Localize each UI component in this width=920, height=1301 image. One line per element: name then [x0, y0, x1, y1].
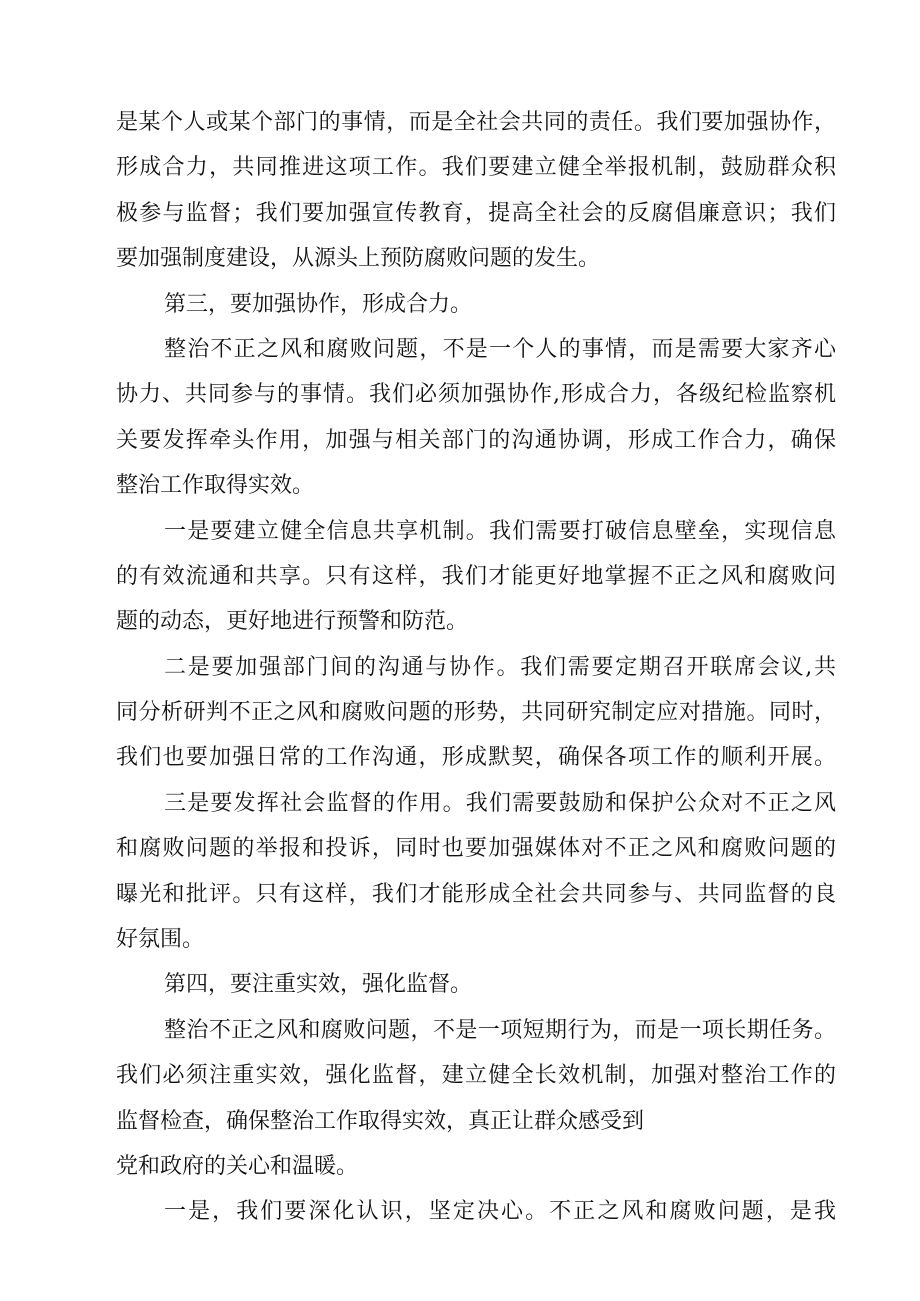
text-line: 题的动态，更好地进行预警和防范。 — [116, 609, 469, 635]
text-line: 好氛围。 — [116, 927, 205, 953]
text-line: 关要发挥牵头作用，加强与相关部门的沟通协调，形成工作合力，确保 — [116, 427, 836, 453]
text-line: 监督检查，确保整治工作取得实效，真正让群众感受到 — [116, 1108, 645, 1134]
text-line: 是某个人或某个部门的事情，而是全社会共同的责任。我们要加强协作， — [116, 110, 836, 135]
text-line: 协力、共同参与的事情。我们必须加强协作,形成合力，各级纪检监察机 — [116, 382, 836, 408]
text-line: 的有效流通和共享。只有这样，我们才能更好地掌握不正之风和腐败问 — [116, 563, 836, 589]
text-line: 三是要发挥社会监督的作用。我们需要鼓励和保护公众对不正之风 — [164, 790, 836, 816]
text-line: 一是，我们要深化认识，坚定决心。不正之风和腐败问题，是我 — [164, 1199, 836, 1225]
text-line: 二是要加强部门间的沟通与协作。我们需要定期召开联席会议,共 — [164, 654, 836, 680]
text-line: 党和政府的关心和温暖。 — [116, 1153, 359, 1179]
text-line: 曝光和批评。只有这样，我们才能形成全社会共同参与、共同监督的良 — [116, 881, 836, 907]
text-line: 和腐败问题的举报和投诉，同时也要加强媒体对不正之风和腐败问题的 — [116, 836, 836, 862]
text-line: 同分析研判不正之风和腐败问题的形势，共同研究制定应对措施。同时， — [116, 700, 836, 726]
text-line: 我们也要加强日常的工作沟通，形成默契，确保各项工作的顺利开展。 — [116, 745, 836, 771]
text-line: 要加强制度建设，从源头上预防腐败问题的发生。 — [116, 246, 601, 272]
text-line: 形成合力，共同推进这项工作。我们要建立健全举报机制，鼓励群众积 — [116, 155, 836, 181]
text-line: 整治不正之风和腐败问题，不是一个人的事情，而是需要大家齐心 — [164, 336, 836, 362]
text-line: 极参与监督；我们要加强宣传教育，提高全社会的反腐倡廉意识；我们 — [116, 200, 836, 226]
text-line: 整治不正之风和腐败问题，不是一项短期行为，而是一项长期任务。 — [164, 1017, 836, 1043]
text-line: 第四，要注重实效，强化监督。 — [164, 972, 473, 998]
text-line: 一是要建立健全信息共享机制。我们需要打破信息壁垒，实现信息 — [164, 518, 836, 544]
text-line: 整治工作取得实效。 — [116, 473, 315, 499]
document-body — [116, 100, 836, 1235]
text-line: 我们必须注重实效，强化监督，建立健全长效机制，加强对整治工作的 — [116, 1063, 836, 1089]
text-line: 第三，要加强协作，形成合力。 — [164, 291, 473, 317]
